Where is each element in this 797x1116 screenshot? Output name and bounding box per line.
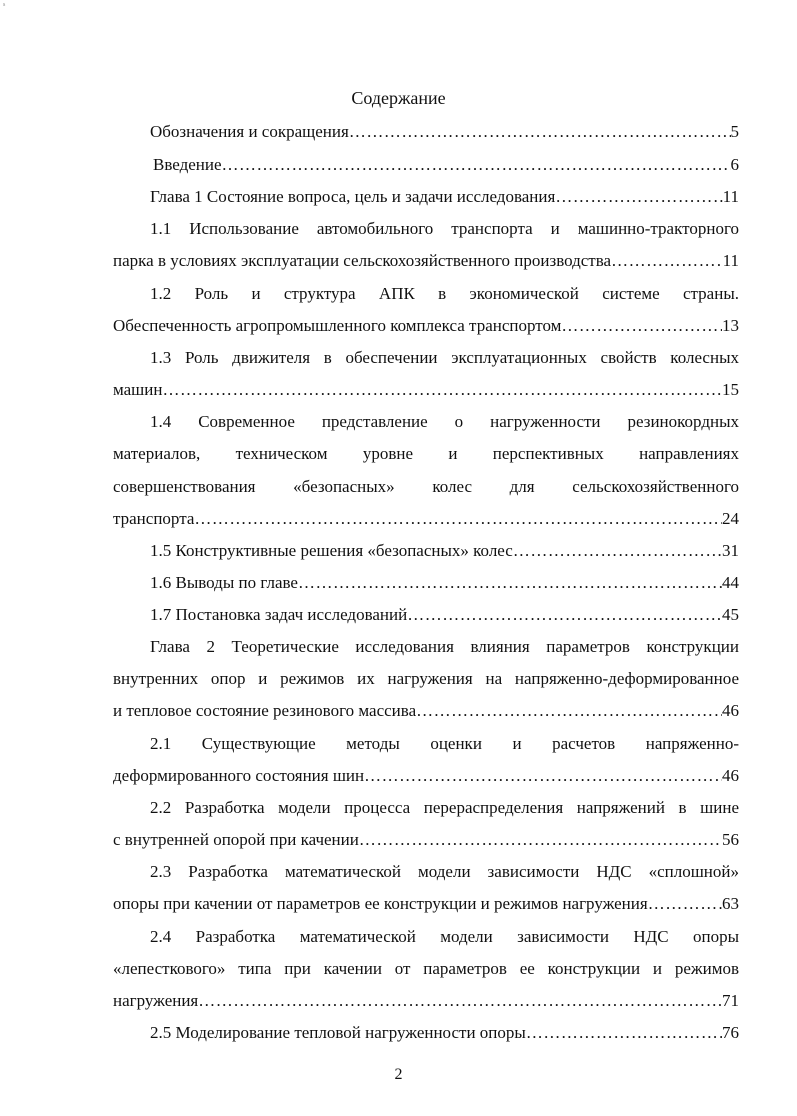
- toc-entry-text: Обеспеченность агропромышленного комплекса транспортом: [113, 316, 562, 335]
- page-number: 2: [394, 1066, 403, 1083]
- toc-entry-text: нагружения: [113, 991, 199, 1010]
- toc-entry-text: с внутренней опорой при качении: [113, 830, 359, 849]
- toc-entry: [150, 121, 739, 143]
- toc-entry-text: транспорта: [113, 509, 195, 528]
- toc-entry-line: 2.1 Существующие методы оценки и расчетов напряженно-: [150, 734, 739, 753]
- toc-page-number: 31: [722, 541, 739, 560]
- toc-page-number: 13: [722, 316, 739, 335]
- page-title: Содержание: [351, 88, 446, 108]
- toc-entry: [113, 765, 739, 787]
- toc-page-number: 11: [722, 251, 739, 270]
- toc-entry-line: 1.4 Современное представление о нагруженности резинокордных: [150, 412, 739, 431]
- toc-entry-line: 1.1 Использование автомобильного транспорта и машинно-тракторного: [150, 219, 739, 238]
- toc-page-number: 56: [722, 830, 739, 849]
- toc-entry: [113, 829, 739, 851]
- toc-entry-text: машин: [113, 380, 163, 399]
- toc-entry: [113, 379, 739, 401]
- toc-page-number: 6: [730, 155, 739, 174]
- toc-entry-text: Введение: [153, 155, 222, 174]
- toc-entry-line: материалов, техническом уровне и перспективных направлениях: [113, 444, 739, 463]
- toc-entry-text: и тепловое состояние резинового массива: [113, 701, 417, 720]
- toc-entry-text: опоры при качении от параметров ее конструкции и режимов нагружения: [113, 894, 648, 913]
- toc-page-number: 46: [722, 766, 739, 785]
- toc-entry-text: парка в условиях эксплуатации сельскохозяйственного производства: [113, 251, 612, 270]
- toc-entry-text: деформированного состояния шин: [113, 766, 365, 785]
- toc-entry: [150, 186, 739, 208]
- toc-entry: [150, 604, 739, 626]
- toc-entry-text: Обозначения и сокращения: [150, 122, 349, 141]
- toc-page-number: 44: [722, 573, 739, 592]
- toc-entry: [113, 893, 739, 915]
- toc-page-number: 46: [722, 701, 739, 720]
- toc-entry-line: внутренних опор и режимов их нагружения на напряженно-деформированное: [113, 669, 739, 688]
- toc-entry: [113, 700, 739, 722]
- toc-entry-text: 1.7 Постановка задач исследований: [150, 605, 408, 624]
- toc-page-number: 11: [722, 187, 739, 206]
- toc-entry: [150, 540, 739, 562]
- toc-page-number: 63: [722, 894, 739, 913]
- toc-entry: [150, 572, 739, 594]
- toc-page-number: 76: [722, 1023, 739, 1042]
- toc-entry-text: 2.5 Моделирование тепловой нагруженности опоры: [150, 1023, 526, 1042]
- toc-entry: [113, 250, 739, 272]
- toc-entry-line: 1.2 Роль и структура АПК в экономической системе страны.: [150, 284, 739, 303]
- toc-page-number: 15: [722, 380, 739, 399]
- toc-entry-text: 1.5 Конструктивные решения «безопасных» колес: [150, 541, 513, 560]
- toc-page-number: 24: [722, 509, 739, 528]
- toc-entry-line: 2.2 Разработка модели процесса перераспределения напряжений в шине: [150, 798, 739, 817]
- toc-entry-line: 2.4 Разработка математической модели зависимости НДС опоры: [150, 927, 739, 946]
- toc-entry-line: Глава 2 Теоретические исследования влияния параметров конструкции: [150, 637, 739, 656]
- toc-entry: [153, 154, 739, 176]
- toc-page-number: 5: [730, 122, 739, 141]
- toc-entry-line: 2.3 Разработка математической модели зависимости НДС «сплошной»: [150, 862, 739, 881]
- toc-entry: [150, 1022, 739, 1044]
- toc-page-number: 45: [722, 605, 739, 624]
- toc-entry: [113, 315, 739, 337]
- toc-entry-text: 1.6 Выводы по главе: [150, 573, 298, 592]
- toc-entry-line: «лепесткового» типа при качении от параметров ее конструкции и режимов: [113, 959, 739, 978]
- scan-corner-mark: s: [3, 2, 6, 8]
- toc-entry-line: совершенствования «безопасных» колес для сельскохозяйственного: [113, 477, 739, 496]
- toc-entry-text: Глава 1 Состояние вопроса, цель и задачи исследования: [150, 187, 556, 206]
- toc-entry: [113, 990, 739, 1012]
- toc-entry: [113, 508, 739, 530]
- toc-page-number: 71: [722, 991, 739, 1010]
- toc-entry-line: 1.3 Роль движителя в обеспечении эксплуатационных свойств колесных: [150, 348, 739, 367]
